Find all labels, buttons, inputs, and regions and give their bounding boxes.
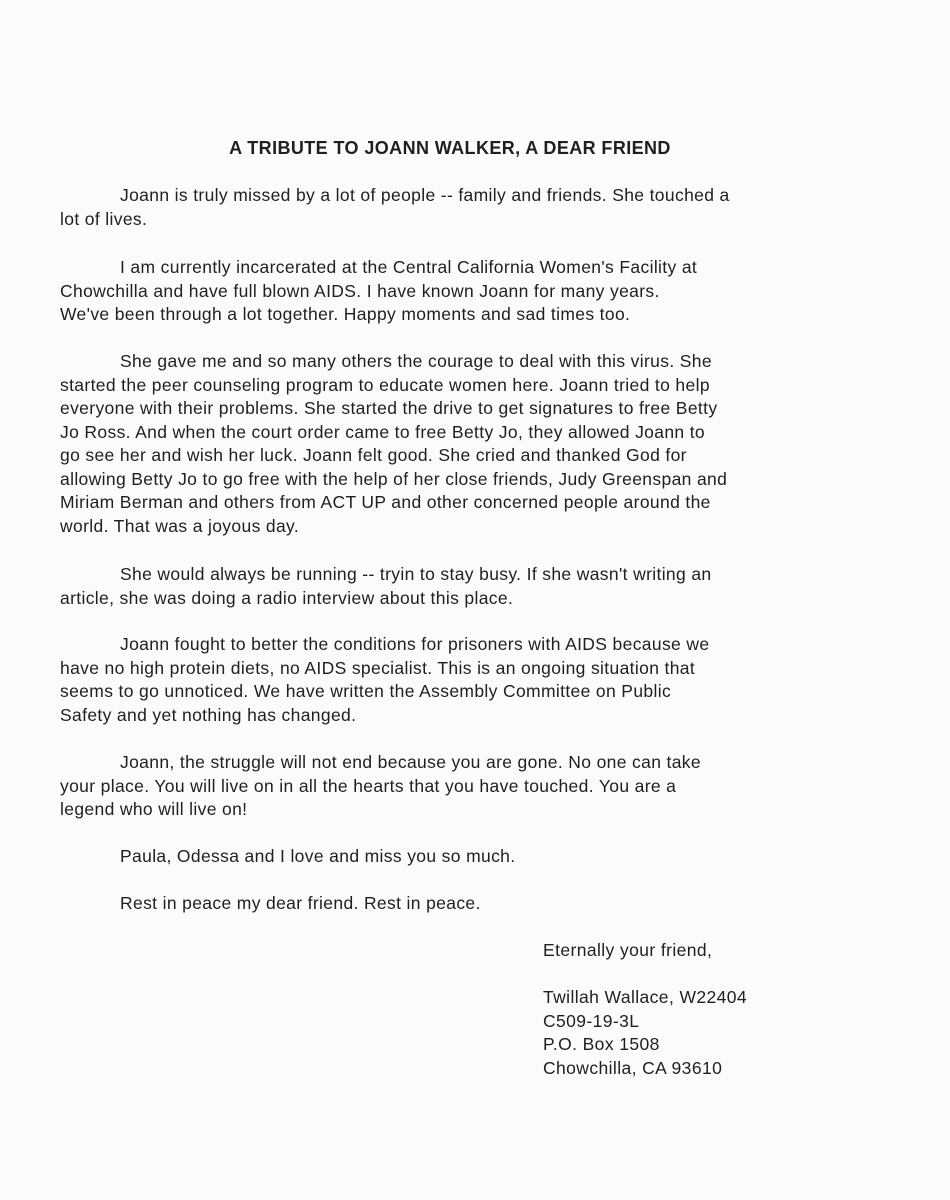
paragraph-line: Chowchilla and have full blown AIDS. I have known Joann for many years. (60, 280, 660, 301)
paragraph-struggle (60, 751, 850, 822)
signature-unit: C509-19-3L (543, 1010, 640, 1031)
paragraph-line: Jo Ross. And when the court order came to free Betty Jo, they allowed Joann to (60, 421, 706, 442)
signature-city: Chowchilla, CA 93610 (543, 1057, 723, 1078)
paragraph-line: your place. You will live on in all the hearts that you have touched. You are a (60, 775, 677, 796)
paragraph-rest-in-peace (60, 892, 850, 916)
paragraph-line: Joann, the struggle will not end because you are gone. No one can take (120, 752, 701, 772)
letter-title: A TRIBUTE TO JOANN WALKER, A DEAR FRIEND (229, 138, 671, 158)
paragraph-line: allowing Betty Jo to go free with the help of her close friends, Judy Greenspan and (60, 468, 728, 489)
paragraph-courage (60, 350, 850, 538)
paragraph-line: go see her and wish her luck. Joann felt good. She cried and thanked God for (60, 445, 687, 465)
closing-salutation: Eternally your friend, (543, 940, 713, 960)
signature-block (543, 986, 747, 1080)
paragraph-line: Joann fought to better the conditions for prisoners with AIDS because we (120, 634, 710, 654)
paragraph-line: I am currently incarcerated at the Central California Women's Facility at (120, 257, 698, 277)
paragraph-line: We've been through a lot together. Happy moments and sad times too. (60, 304, 631, 324)
paragraph-line: started the peer counseling program to educate women here. Joann tried to help (60, 374, 710, 395)
paragraph-line: Joann is truly missed by a lot of people -- family and friends. She touched a (120, 185, 730, 205)
paragraph-line: article, she was doing a radio interview about this place. (60, 587, 514, 608)
signature-name: Twillah Wallace, W22404 (543, 987, 748, 1007)
paragraph-line: lot of lives. (60, 208, 148, 229)
paragraph-missed (60, 184, 850, 231)
paragraph-line: Miriam Berman and others from ACT UP and other concerned people around the (60, 492, 711, 512)
signature-po-box: P.O. Box 1508 (543, 1034, 660, 1054)
paragraph-love (60, 845, 850, 869)
paragraph-running (60, 563, 850, 610)
paragraph-line: Rest in peace my dear friend. Rest in peace. (120, 893, 481, 913)
paragraph-line: legend who will live on! (60, 799, 248, 819)
paragraph-conditions (60, 633, 850, 727)
paragraph-line: She would always be running -- tryin to stay busy. If she wasn't writing an (120, 564, 712, 584)
paragraph-line: seems to go unnoticed. We have written the Assembly Committee on Public (60, 681, 672, 701)
paragraph-line: have no high protein diets, no AIDS specialist. This is an ongoing situation that (60, 657, 696, 678)
paragraph-line: She gave me and so many others the courage to deal with this virus. She (120, 351, 712, 371)
paragraph-line: world. That was a joyous day. (60, 515, 300, 536)
paragraph-line: everyone with their problems. She started the drive to get signatures to free Betty (60, 398, 718, 418)
paragraph-line: Paula, Odessa and I love and miss you so much. (120, 846, 516, 866)
paragraph-line: Safety and yet nothing has changed. (60, 704, 357, 725)
paragraph-incarcerated (60, 256, 850, 327)
